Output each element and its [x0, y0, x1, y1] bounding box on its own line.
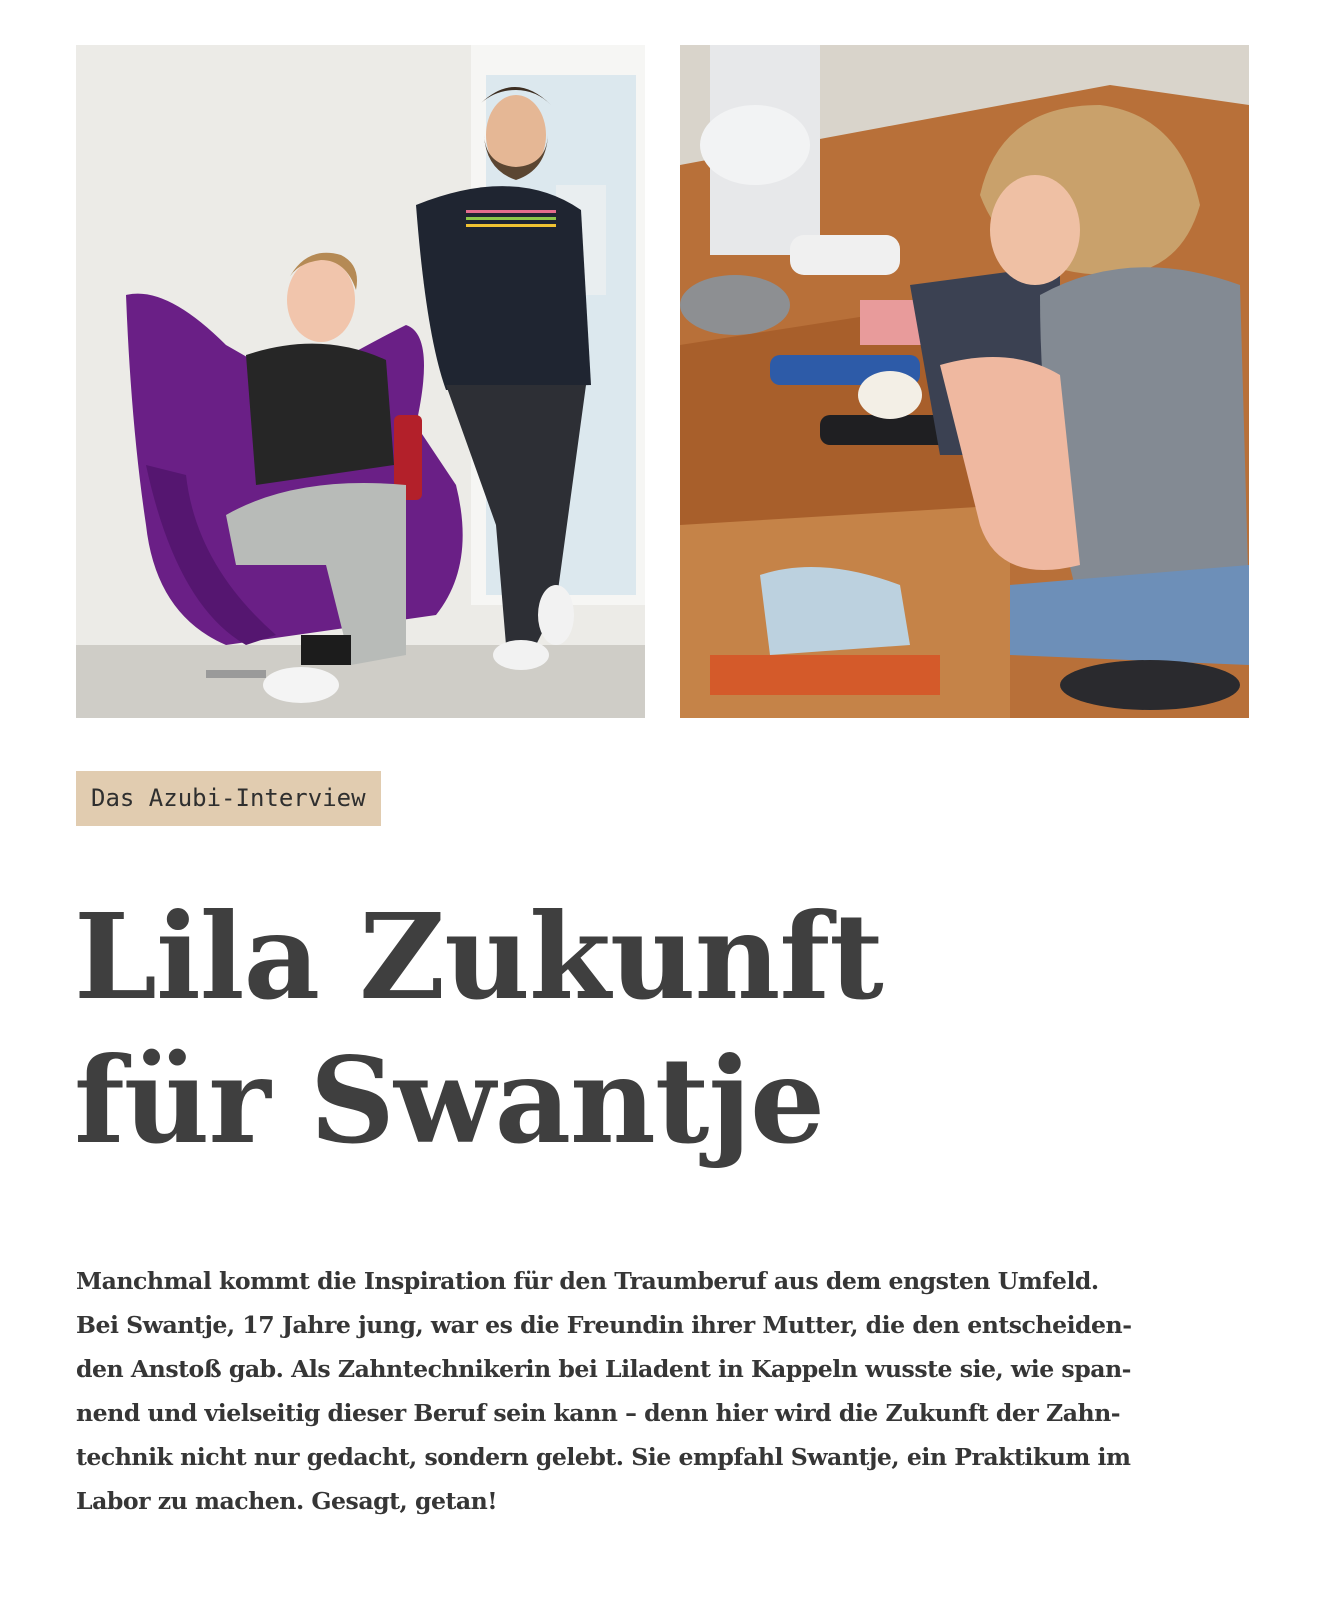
- article-title: [74, 885, 1174, 1173]
- dental-lab-work-photo: [680, 45, 1249, 718]
- intro-line: technik nicht nur gedacht, sondern gelebt. Sie empfahl Swantje, ein Praktikum im: [76, 1443, 1131, 1471]
- intro-line: nend und vielseitig dieser Beruf sein kann – denn hier wird die Zukunft der Zahn-: [76, 1399, 1121, 1427]
- article-category-tag: Das Azubi-Interview: [76, 771, 381, 826]
- title-line: Lila Zukunft: [74, 887, 883, 1026]
- trainee-and-manager-photo: [76, 45, 645, 718]
- article-intro: [76, 1259, 1246, 1523]
- intro-line: Manchmal kommt die Inspiration für den Traumberuf aus dem engsten Umfeld.: [76, 1267, 1099, 1295]
- intro-line: Labor zu machen. Gesagt, getan!: [76, 1487, 498, 1515]
- intro-line: Bei Swantje, 17 Jahre jung, war es die Freundin ihrer Mutter, die den entscheiden-: [76, 1311, 1132, 1339]
- title-line: für Swantje: [74, 1031, 825, 1170]
- intro-line: den Anstoß gab. Als Zahntechnikerin bei Liladent in Kappeln wusste sie, wie span-: [76, 1355, 1131, 1383]
